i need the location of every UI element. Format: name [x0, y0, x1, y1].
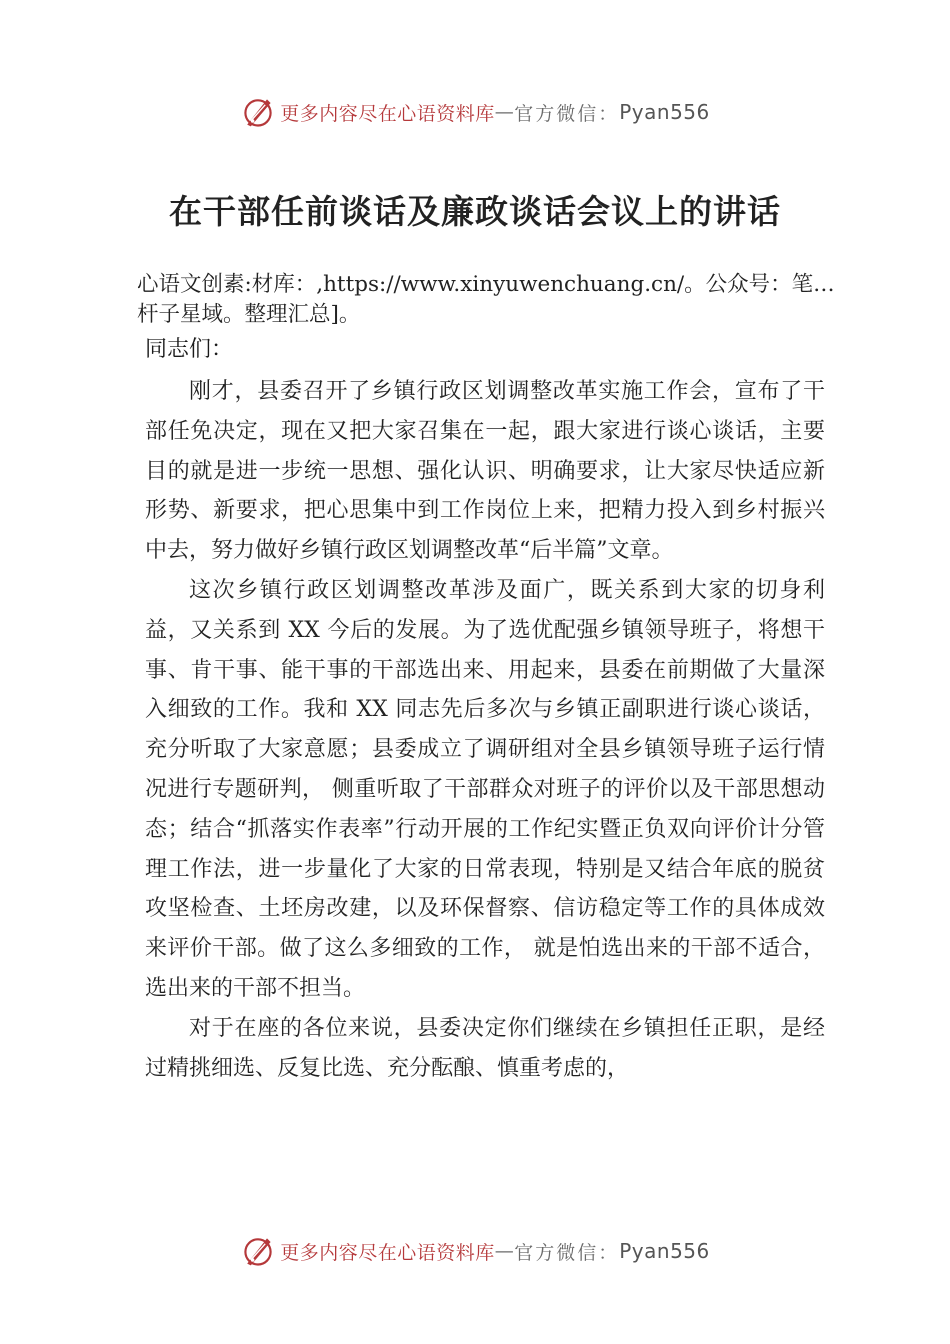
document-body — [145, 372, 825, 1088]
source-note: 心语文创素:材库：,https://www.xinyuwenchuang.cn/。公众号：笔…杆子星域。整理汇总]。 — [137, 272, 835, 327]
quill-pen-icon — [240, 94, 276, 130]
banner-main-text: 更多内容尽在心语资料库 — [280, 102, 495, 125]
paragraph-3: 对于在座的各位来说，县委决定你们继续在乡镇担任正职，是经过精挑细选、反复比选、充分酝酿、慎重考虑的， — [145, 1015, 825, 1081]
header-banner — [0, 94, 950, 130]
quill-pen-icon — [240, 1233, 276, 1269]
paragraph-2: 这次乡镇行政区划调整改革涉及面广，既关系到大家的切身利益，又关系到 XX 今后的发展。为了选优配强乡镇领导班子，将想干事、肯干事、能干事的干部选出来、用起来，县委在前期做了大量深入细致的工作。我和 XX 同志先后多次与乡镇正副职进行谈心谈话，充分听取了大家意愿；县委成立了调研组对全县乡镇领导班子运行情况进行专题研判， 侧重听取了干部群众对班子的评价以及干部思想动态；结合“抓落实作表率”行动开展的工作纪实暨正负双向评价计分管理工作法，进一步量化了大家的日常表现，特别是又结合年底的脱贫攻坚检查、土坯房改建，以及环保督察、信访稳定等工作的具体成效来评价干部。做了这么多细致的工作， 就是怕选出来的干部不适合，选出来的干部不担当。 — [145, 577, 825, 1001]
paragraph-1: 刚才，县委召开了乡镇行政区划调整改革实施工作会，宣布了干部任免决定，现在又把大家召集在一起，跟大家进行谈心谈话，主要目的就是进一步统一思想、强化认识、明确要求，让大家尽快适应新形势、新要求，把心思集中到工作岗位上来，把精力投入到乡村振兴中去，努力做好乡镇行政区划调整改革“后半篇”文章。 — [145, 379, 825, 564]
banner-wechat-id: Pyan556 — [619, 100, 710, 124]
footer-banner — [0, 1233, 950, 1269]
banner-separator: — — [494, 101, 515, 123]
banner-wechat-label: 官方微信： — [514, 1241, 620, 1264]
banner-wechat-label: 官方微信： — [514, 102, 620, 125]
banner-separator: — — [494, 1240, 515, 1262]
banner-wechat-id: Pyan556 — [619, 1239, 710, 1263]
document-title: 在干部任前谈话及廉政谈话会议上的讲话 — [169, 192, 781, 231]
greeting: 同志们： — [145, 337, 234, 362]
banner-main-text: 更多内容尽在心语资料库 — [280, 1241, 495, 1264]
